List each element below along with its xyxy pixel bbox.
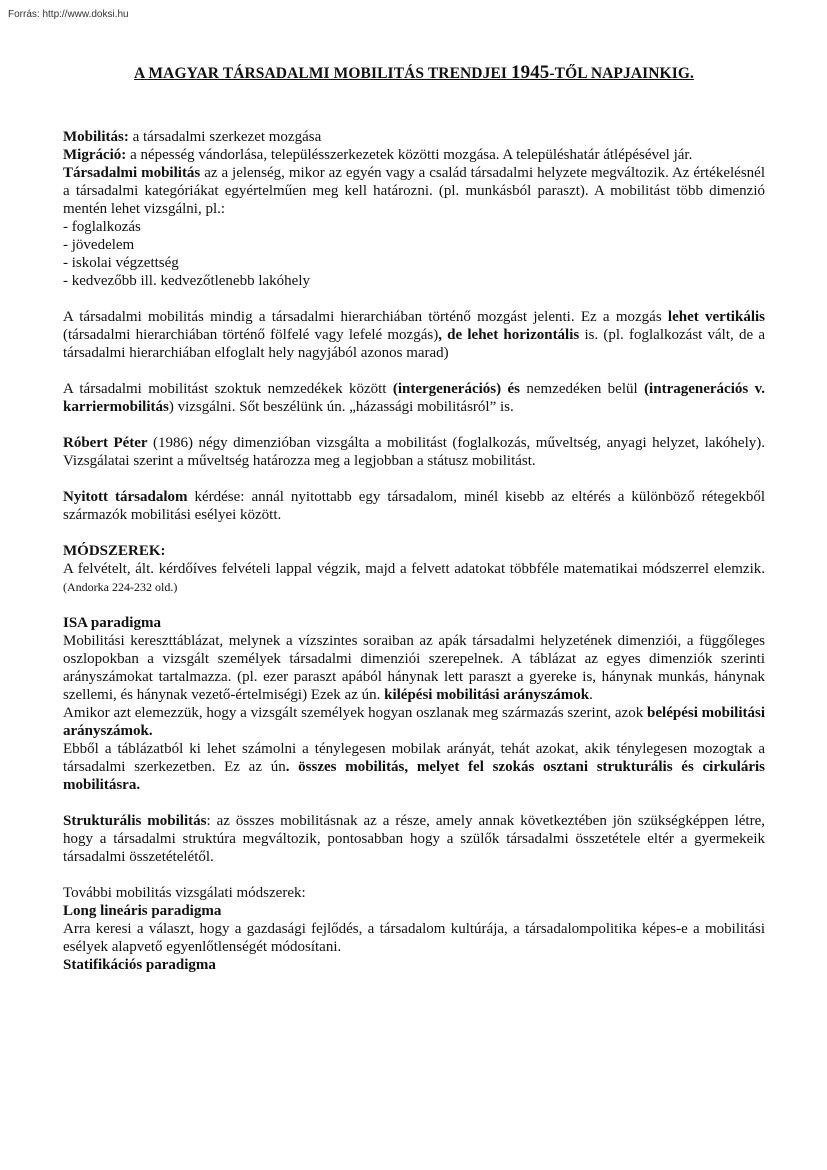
list-item: - kedvezőbb ill. kedvezőtlenebb lakóhely <box>63 273 310 289</box>
paragraph-isa-entry <box>63 704 765 740</box>
bold-span: Nyitott társadalom <box>63 489 188 505</box>
paragraph-generations <box>63 380 765 416</box>
heading-text: Long lineáris paradigma <box>63 903 222 919</box>
methods-heading <box>63 542 765 560</box>
list-item: - jövedelem <box>63 237 135 253</box>
list-item: - foglalkozás <box>63 219 141 235</box>
def-mobilitas-text: a társadalmi szerkezet mozgása <box>128 129 322 145</box>
bold-span: (intragenerációs v. karriermobilitás <box>63 381 765 415</box>
text-span: Amikor azt elemezzük, hogy a vizsgált személyek hogyan oszlanak meg származás szerint, azok <box>63 705 648 721</box>
definition-migracio <box>63 146 765 164</box>
isa-heading <box>63 614 765 632</box>
stratification-heading <box>63 956 765 974</box>
page-title <box>63 64 765 83</box>
definition-tarsadalmi-mobilitas <box>63 164 765 218</box>
bold-span: kilépési mobilitási arányszámok <box>384 687 590 703</box>
paragraph-open-society <box>63 488 765 524</box>
paragraph-structural <box>63 812 765 866</box>
paragraph-robert-peter <box>63 434 765 470</box>
text-span: : az összes mobilitásnak az a része, amely annak következtében jön szükségképpen létre, hogy a társadalmi struktúra megváltozik, pontosabban hogy a szülők társadalmi összetétele eltér a gyermekeik társadalmi összetételétől. <box>63 813 765 865</box>
document-body <box>63 128 765 974</box>
reference-text: (Andorka 224-232 old.) <box>63 580 178 594</box>
term-mobilitas: Mobilitás: <box>63 129 129 145</box>
text-span: . <box>589 687 593 703</box>
text-span: A társadalmi mobilitást szoktuk nemzedékek között <box>63 381 393 397</box>
paragraph-methods <box>63 560 765 596</box>
paragraph-isa <box>63 632 765 704</box>
dimension-list <box>63 218 765 290</box>
bold-span: Strukturális mobilitás <box>63 813 207 829</box>
long-linear-heading <box>63 902 765 920</box>
heading-text: MÓDSZEREK: <box>63 543 166 559</box>
bold-span: , de lehet horizontális <box>438 327 580 343</box>
term-tarsadalmi-mobilitas: Társadalmi mobilitás <box>63 165 201 181</box>
text-span: Ebből a táblázatból ki lehet számolni a ténylegesen mobilak arányát, tehát azokat, akik ténylegesen mozogtak a társadalmi szerkezetben. Ez az ún <box>63 741 765 775</box>
title-part2: -TŐL NAPJAINKIG. <box>549 65 694 82</box>
heading-text: ISA paradigma <box>63 615 161 631</box>
term-migracio: Migráció: <box>63 147 127 163</box>
paragraph-long-linear: Arra keresi a választ, hogy a gazdasági fejlődés, a társadalom kultúrája, a társadalompolitika képes-e a mobilitási esélyek alapvető egyenlőtlenségét módosítani. <box>63 921 765 955</box>
bold-span: belépési mobilitási arányszámok. <box>63 705 765 739</box>
def-migracio-text: a népesség vándorlása, településszerkezetek közötti mozgása. A településhatár átlépésével jár. <box>126 147 693 163</box>
title-part1: A MAGYAR TÁRSADALMI MOBILITÁS TRENDJEI <box>134 65 511 82</box>
text-span: nemzedéken belül <box>519 381 645 397</box>
paragraph-hierarchy <box>63 308 765 362</box>
text-span: (1986) négy dimenzióban vizsgálta a mobilitást (foglalkozás, műveltség, anyagi helyzet, lakóhely). Vizsgálatai szerint a műveltség határozza meg a legjobban a státusz mobilitást. <box>63 435 766 469</box>
def-tarsmob-text: az a jelenség, mikor az egyén vagy a család társadalmi helyzete megváltozik. Az értékelésnél a társadalmi kategóriákat egyértelműen meg kell határozni. (pl. munkásból paraszt). A mobilitást több dimenzió mentén lehet vizsgálni, pl.: <box>63 165 765 217</box>
bold-span: (intergenerációs) és <box>392 381 520 397</box>
bold-span: . összes mobilitás, melyet fel szokás osztani strukturális és cirkuláris mobilitásra. <box>63 759 765 793</box>
text-span: A felvételt, ált. kérdőíves felvételi lappal végzik, majd a felvett adatokat többféle matematikai módszerrel elemzik. <box>63 561 765 577</box>
paragraph-isa-total <box>63 740 765 794</box>
text-span: (társadalmi hierarchiában történő fölfelé vagy lefelé mozgás) <box>63 327 439 343</box>
list-item: - iskolai végzettség <box>63 255 179 271</box>
text-span: ) vizsgálni. Sőt beszélünk ún. „házassági mobilitásról” is. <box>168 399 514 415</box>
title-year: 1945 <box>511 62 550 83</box>
source-note: Forrás: http://www.doksi.hu <box>8 9 129 20</box>
bold-span: Róbert Péter <box>63 435 148 451</box>
text-span: kérdése: annál nyitottabb egy társadalom, minél kisebb az eltérés a különböző rétegekből származók mobilitási esélyei között. <box>63 489 765 523</box>
text-span: Mobilitási kereszttáblázat, melynek a vízszintes soraiban az apák társadalmi helyzetének dimenziói, a függőleges oszlopokban a vizsgált személyek társadalmi dimenziói szerepelnek. A táblázat az egyes dimenziók szerinti arányszámokat tartalmazza. (pl. ezer paraszt apából hánynak lett paraszt a gyereke is, hánynak munkás, hánynak szellemi, és hánynak vezető-értelmiségi) Ezek az ún. <box>63 633 765 703</box>
text-span: A társadalmi mobilitás mindig a társadalmi hierarchiában történő mozgást jelenti. Ez a mozgás <box>63 309 668 325</box>
further-methods-intro: További mobilitás vizsgálati módszerek: <box>63 885 306 901</box>
text-span: is. (pl. foglalkozást vált, de a társadalmi hierarchiában elfoglalt hely nagyjából azonos marad) <box>63 327 765 361</box>
definition-mobilitas <box>63 128 765 146</box>
bold-span: lehet vertikális <box>667 309 765 325</box>
heading-text: Statifikációs paradigma <box>63 957 216 973</box>
